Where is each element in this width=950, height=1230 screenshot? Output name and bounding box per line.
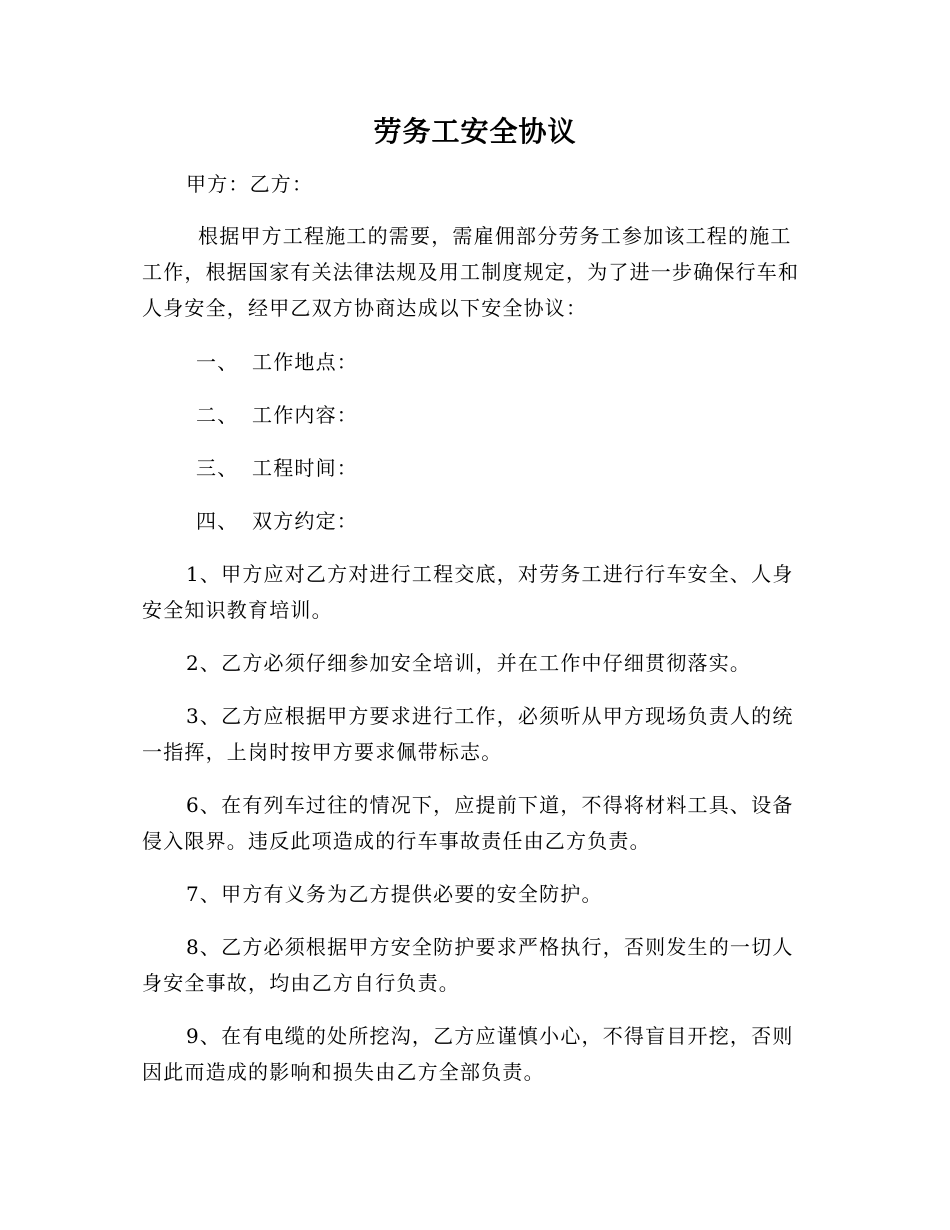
clause-paragraph: 1、甲方应对乙方对进行工程交底，对劳务工进行行车安全、人身安全知识教育培训。 — [142, 562, 794, 622]
document-title: 劳务工安全协议 — [373, 115, 577, 148]
parties-line: 甲方：乙方： — [186, 172, 314, 196]
section-item — [196, 344, 864, 380]
clause-paragraph: 9、在有电缆的处所挖沟，乙方应谨慎小心，不得盲目开挖，否则因此而造成的影响和损失由乙方全部负责。 — [142, 1024, 794, 1084]
section-item — [196, 503, 864, 539]
section-text: 工程时间： — [252, 456, 358, 480]
clause-paragraph: 6、在有列车过往的情况下，应提前下道，不得将材料工具、设备侵入限界。违反此项造成的行车事故责任由乙方负责。 — [142, 793, 794, 853]
intro-paragraph: 根据甲方工程施工的需要，需雇佣部分劳务工参加该工程的施工工作，根据国家有关法律法规及用工制度规定，为了进一步确保行车和人身安全，经甲乙双方协商达成以下安全协议： — [142, 224, 800, 320]
section-number: 二、 — [196, 403, 239, 427]
section-item — [196, 450, 864, 486]
clause-paragraph: 2、乙方必须仔细参加安全培训，并在工作中仔细贯彻落实。 — [186, 651, 752, 675]
section-text: 工作内容： — [252, 403, 358, 427]
clause-paragraph: 3、乙方应根据甲方要求进行工作，必须听从甲方现场负责人的统一指挥，上岗时按甲方要求佩带标志。 — [142, 704, 794, 764]
clause-paragraph: 7、甲方有义务为乙方提供必要的安全防护。 — [186, 882, 603, 906]
clause-paragraph: 8、乙方必须根据甲方安全防护要求严格执行，否则发生的一切人身安全事故，均由乙方自行负责。 — [142, 935, 794, 995]
section-number: 四、 — [196, 509, 239, 533]
section-item — [196, 397, 864, 433]
section-number: 一、 — [196, 350, 239, 374]
section-text: 工作地点： — [252, 350, 358, 374]
section-number: 三、 — [196, 456, 239, 480]
section-text: 双方约定： — [252, 509, 358, 533]
